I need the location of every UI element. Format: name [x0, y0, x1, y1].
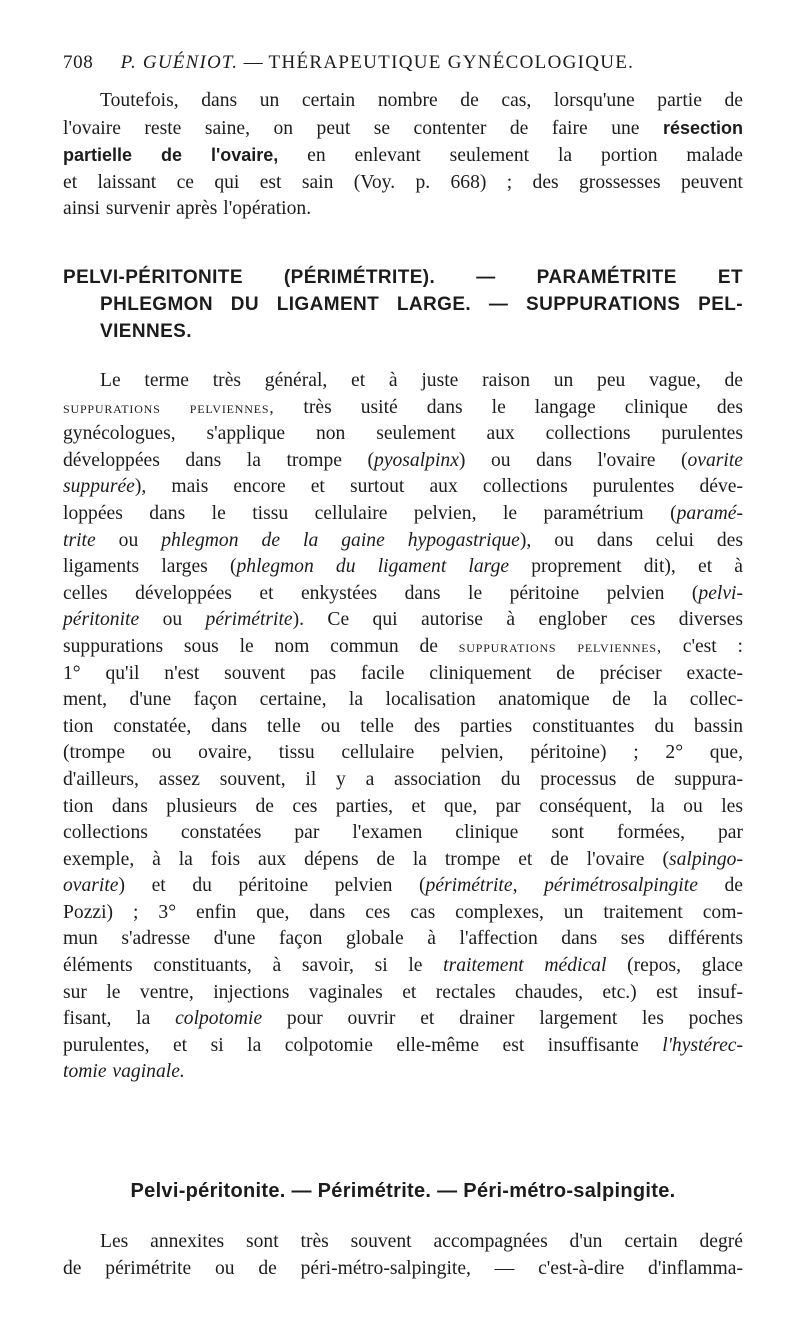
- text-line: développées dans la trompe (pyosalpinx) ou dans l'ovaire (ovarite: [63, 449, 743, 471]
- subheading-text: Pelvi-péritonite. — Périmétrite. — Péri-métro-salpingite.: [130, 1180, 676, 1202]
- text-line: péritonite ou périmétrite). Ce qui autorise à englober ces diverses: [63, 609, 743, 631]
- text-line: ovarite) et du péritoine pelvien (périmétrite, périmétrosalpingite de: [63, 875, 743, 897]
- text-line: exemple, à la fois aux dépens de la trompe et de l'ovaire (salpingo-: [63, 848, 743, 870]
- text-line: ainsi survenir après l'opération.: [63, 198, 312, 220]
- subheading: [63, 1180, 743, 1203]
- heading-line: PELVI-PÉRITONITE (PÉRIMÉTRITE). — PARAMÉTRITE ET: [63, 267, 743, 288]
- small-caps-term: suppurations pelviennes,: [63, 397, 275, 417]
- bold-term: partielle de l'ovaire,: [63, 145, 279, 166]
- text-line: partielle de l'ovaire, en enlevant seulement la portion malade: [63, 145, 743, 167]
- body-paragraph: [63, 368, 743, 1086]
- text-line: (trompe ou ovaire, tissu cellulaire pelvien, péritoine) ; 2° que,: [63, 742, 743, 764]
- text-line: purulentes, et si la colpotomie elle-même est insuffisante l'hystérec-: [63, 1034, 743, 1056]
- header-author: P. GUÉNIOT.: [120, 52, 239, 73]
- text-line: suppurations pelviennes, très usité dans le langage clinique des: [63, 396, 743, 418]
- small-caps-term: suppurations pelviennes,: [458, 636, 662, 656]
- text-line: et laissant ce qui est sain (Voy. p. 668) ; des grossesses peuvent: [63, 171, 743, 193]
- text-line: mun s'adresse d'une façon globale à l'affection dans ses différents: [63, 928, 743, 950]
- intro-paragraph: [63, 88, 743, 223]
- final-paragraph: [63, 1229, 743, 1282]
- text-line: gynécologues, s'applique non seulement aux collections purulentes: [63, 423, 743, 445]
- text-line: Pozzi) ; 3° enfin que, dans ces cas complexes, un traitement com-: [63, 901, 743, 923]
- text-line: de périmétrite ou de péri-métro-salpingite, — c'est-à-dire d'inflamma-: [63, 1257, 743, 1279]
- section-heading: [63, 264, 743, 345]
- text-line: Les annexites sont très souvent accompagnées d'un certain degré: [100, 1231, 743, 1252]
- heading-line: PHLEGMON DU LIGAMENT LARGE. — SUPPURATIONS PEL-: [100, 294, 743, 315]
- text-line: fisant, la colpotomie pour ouvrir et drainer largement les poches: [63, 1008, 743, 1030]
- bold-term: résection: [662, 117, 743, 138]
- text-line: 1° qu'il n'est souvent pas facile cliniquement de préciser exacte-: [63, 662, 743, 684]
- text-line: tion dans plusieurs de ces parties, et que, par conséquent, la ou les: [63, 795, 743, 817]
- page-number: 708: [63, 52, 94, 73]
- heading-line: VIENNES.: [100, 321, 192, 342]
- text-line: collections constatées par l'examen clinique sont formées, par: [63, 822, 743, 844]
- text-line: ligaments larges (phlegmon du ligament large proprement dit), et à: [63, 556, 743, 578]
- header-separator: —: [243, 52, 264, 73]
- text-line: suppurée), mais encore et surtout aux collections purulentes déve-: [63, 476, 743, 498]
- text-line: celles développées et enkystées dans le péritoine pelvien (pelvi-: [63, 582, 743, 604]
- text-line: suppurations sous le nom commun de suppurations pelviennes, c'est :: [63, 635, 743, 657]
- text-line: éléments constituants, à savoir, si le traitement médical (repos, glace: [63, 955, 743, 977]
- text-line: tomie vaginale.: [63, 1061, 185, 1083]
- header-title: THÉRAPEUTIQUE GYNÉCOLOGIQUE.: [268, 52, 635, 73]
- text-line: Toutefois, dans un certain nombre de cas, lorsqu'une partie de: [100, 90, 743, 111]
- text-line: tion constatée, dans telle ou telle des parties constituantes du bassin: [63, 715, 743, 737]
- running-header: [63, 52, 743, 74]
- text-line: ment, d'une façon certaine, la localisation anatomique de la collec-: [63, 689, 743, 711]
- text-line: Le terme très général, et à juste raison un peu vague, de: [100, 370, 743, 391]
- text-line: d'ailleurs, assez souvent, il y a association du processus de suppura-: [63, 768, 743, 790]
- text-line: trite ou phlegmon de la gaine hypogastrique), ou dans celui des: [63, 529, 744, 551]
- text-line: l'ovaire reste saine, on peut se contenter de faire une résection: [63, 117, 743, 139]
- text-line: loppées dans le tissu cellulaire pelvien, le paramétrium (paramé-: [63, 502, 743, 524]
- text-line: sur le ventre, injections vaginales et rectales chaudes, etc.) est insuf-: [63, 981, 743, 1003]
